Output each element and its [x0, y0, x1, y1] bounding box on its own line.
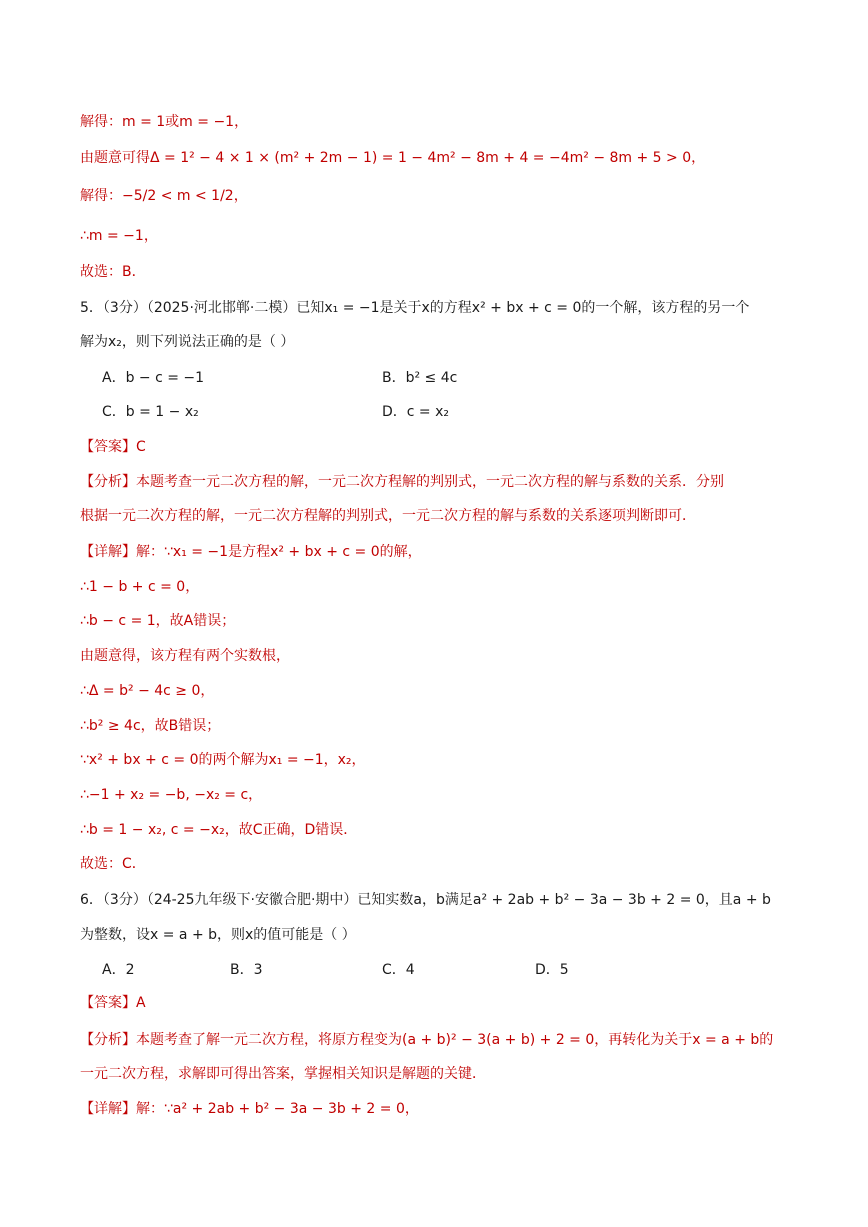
text-line: 由题意可得Δ = 1² − 4 × 1 × (m² + 2m − 1) = 1 − 4m² − 8m + 4 = −4m² − 8m + 5 > 0，: [80, 150, 706, 166]
q6-option-d: D．5: [535, 962, 569, 978]
analysis-6-line-1: 【分析】本题考查了解一元二次方程，将原方程变为(a + b)² − 3(a + b) + 2 = 0，再转化为关于x = a + b的: [80, 1032, 774, 1048]
text-line: ∴1 − b + c = 0，: [80, 579, 200, 595]
text-line: ∵x² + bx + c = 0的两个解为x₁ = −1，x₂，: [80, 752, 366, 768]
text-line: ∴−1 + x₂ = −b, −x₂ = c，: [80, 787, 263, 803]
analysis-5-line-1: 【分析】本题考查一元二次方程的解，一元二次方程解的判别式，一元二次方程的解与系数的关系．分别: [80, 474, 724, 490]
question-6-line-2: 为整数，设x = a + b，则x的值可能是（ ）: [80, 927, 356, 943]
q5-option-b: B．b² ≤ 4c: [382, 370, 458, 386]
answer-5: 【答案】C: [80, 439, 146, 455]
answer-6: 【答案】A: [80, 995, 146, 1011]
text-line: 故选：C．: [80, 856, 146, 872]
q6-option-b: B．3: [230, 962, 263, 978]
text-line: ∴b² ≥ 4c，故B错误；: [80, 718, 221, 734]
analysis-6-line-2: 一元二次方程，求解即可得出答案，掌握相关知识是解题的关键．: [80, 1066, 486, 1082]
question-5-line-2: 解为x₂，则下列说法正确的是（ ）: [80, 334, 295, 350]
q5-option-d: D．c = x₂: [382, 404, 450, 420]
question-5-line-1: 5．（3分）（2025·河北邯郸·二模）已知x₁ = −1是关于x的方程x² + bx + c = 0的一个解，该方程的另一个: [80, 300, 750, 316]
question-6-line-1: 6．（3分）（24-25九年级下·安徽合肥·期中）已知实数a，b满足a² + 2ab + b² − 3a − 3b + 2 = 0，且a + b: [80, 892, 771, 908]
text-line: ∴b = 1 − x₂, c = −x₂，故C正确，D错误．: [80, 822, 358, 838]
q5-option-c: C．b = 1 − x₂: [102, 404, 199, 420]
text-line: 由题意得，该方程有两个实数根，: [80, 648, 290, 664]
text-line: ∴m = −1，: [80, 228, 158, 244]
q5-option-a: A．b − c = −1: [102, 370, 205, 386]
text-line: ∴b − c = 1，故A错误；: [80, 613, 236, 629]
q6-option-a: A．2: [102, 962, 135, 978]
detail-5: 【详解】解：∵x₁ = −1是方程x² + bx + c = 0的解，: [80, 544, 422, 560]
detail-6: 【详解】解：∵a² + 2ab + b² − 3a − 3b + 2 = 0，: [80, 1101, 419, 1117]
text-line: 解得：−5/2 < m < 1/2，: [80, 188, 248, 204]
analysis-5-line-2: 根据一元二次方程的解，一元二次方程解的判别式，一元二次方程的解与系数的关系逐项判断即可．: [80, 508, 696, 524]
text-line: 故选：B．: [80, 264, 146, 280]
text-line: ∴Δ = b² − 4c ≥ 0，: [80, 683, 215, 699]
q6-option-c: C．4: [382, 962, 415, 978]
text-line: 解得：m = 1或m = −1，: [80, 114, 249, 130]
